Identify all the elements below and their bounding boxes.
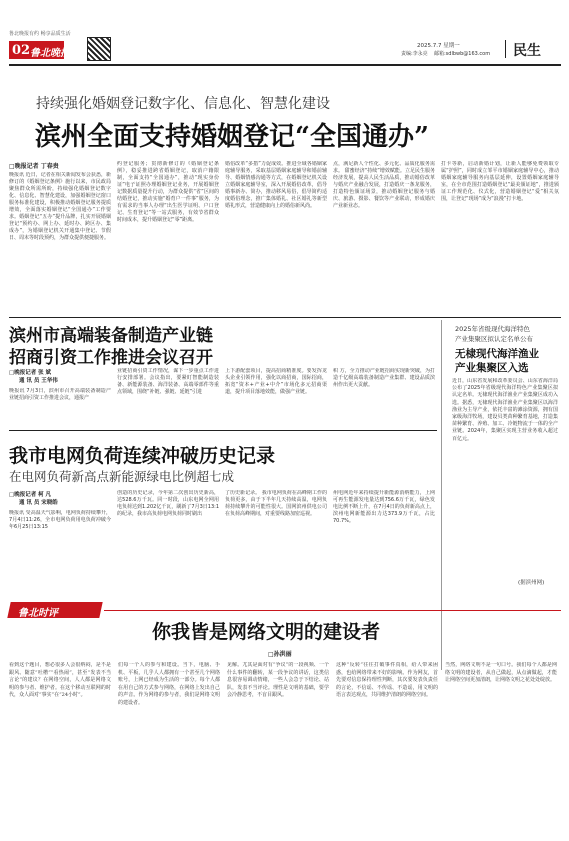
section-rule-3	[104, 610, 561, 611]
section-title: 民生	[513, 43, 541, 59]
masthead	[9, 37, 561, 63]
sidebar-divider	[441, 320, 442, 670]
article1-col5: 打卡等新，启动新婚计划，让新人能够免费领取专属“护照”，同时成立邹平市婚姻家庭辅导中心，推动婚姻家庭辅导服务向基层延伸，设置婚姻家庭辅导室，在全市范围打造婚姻登记“最美颁证地”，推进颁证工作规范化、仪式化，营造婚姻登记“爱”相关氛围，让登记“现场”成为“浪漫”打卡地。	[441, 161, 559, 202]
article2-byline-2: 通 讯 员 王华伟	[19, 378, 58, 384]
article4-byline: □孙洪丽	[268, 651, 292, 658]
article2-byline-1: □晚报记者 张 斌	[9, 370, 52, 376]
page-number: 02	[12, 43, 31, 58]
article1-kicker: 持续强化婚姻登记数字化、信息化、智慧化建设	[36, 96, 330, 112]
article2-headline-line1: 滨州市高端装备制造产业链	[9, 326, 213, 346]
masthead-email: 邮箱:sdlbwb@163.com	[434, 51, 491, 57]
article3-byline-2: 通 讯 员 宋晓皓	[19, 500, 58, 506]
section-rule-2	[9, 430, 437, 431]
article3-subhead: 在电网负荷新高点新能源绿电比例超七成	[9, 469, 235, 484]
sidebar-body: 近日，山东省发展和改革委员会、山东省海洋局公布了2025年省级现代海洋特色产业集聚区拟认定名单。无棣现代海洋渔业产业集聚区成功入选。据悉，无棣现代海洋渔业产业集聚区以海洋渔业为主导产业，依托丰富的滩涂资源，拥有国家级海洋牧场，建设贝类苗种繁育基地，打造集苗种繁育、养殖、加工、冷链物流于一体的全产业链。2024年，集聚区实现主营业务收入超过百亿元。	[452, 378, 558, 442]
article1-byline: □晚报记者 丁春贵	[9, 163, 59, 170]
article1-col3: 婚俗改革“多措”力促成效。推进全域各婚姻家庭辅导服务，采取基层婚姻家庭辅导和婚前辅导、婚姻情感沟通等方式，在婚姻登记机关设立婚姻家庭辅导室，深入开展婚俗改革，倡导婚事新办、简办，推动移风易俗，倡导简约适度婚俗理念，推广集体婚礼、社区婚礼等新型婚礼形式，营造健康向上的婚俗新风尚。	[225, 161, 327, 209]
top-bar-note: 鲁北晚报有约 畅享品质生活	[9, 31, 71, 37]
sidebar-footer: (据滨州网)	[518, 580, 545, 586]
article3-col2: 创造的历史记录，今年第二次创出历史新高，达528.6万千瓦。同一时段，山东电网全网用电负荷达到1.202亿千瓦，刷新了7月3日13:1的纪录，我市高负荷电网负荷同时刷出	[117, 490, 219, 517]
article4-col1: 看到这个题目，想必很多人会很纳闷，是不是跟风、随意“吐槽”“看热闹”，甚至“发表不当言论”的建议？在网络空间，人人都是网络文明的参与者、维护者。在这个移动互联网的时代，众人面对“事实”在“24小时”。	[9, 662, 111, 699]
article3-headline: 我市电网负荷连续冲破历史记录	[9, 445, 276, 467]
masthead-editor: 责编:李永亮	[401, 51, 428, 57]
sidebar-headline-1: 无棣现代海洋渔业	[455, 348, 539, 360]
article2-col4: 积 方，全力推动产业链招商实现新突破，为打造千亿级高端装备制造产业集群、建设品质滨州作出更大贡献。	[333, 368, 435, 388]
article2-col2: 业链招商引资工作情况，谋下一步重点工作进行安排部署。会议指出，要紧盯智能制造装备、新能源装备、海洋装备、高端零部件等重点领域，围绕“补链、强链、延链”引进	[117, 368, 219, 395]
paper-name: 鲁北晚报	[30, 48, 70, 59]
article2-col3: 上下游配套项目，提高招商精准度。要发挥龙头企业引领作用，强化以商招商，国际招商，拓宽“资本+产业+中介”市场化多元招商渠道，提升项目落地效能，做强产业链。	[225, 368, 327, 395]
article3-col4: 州电网近年来持续提升新能源消纳能力，上网可再生能源发电量达到756.6万千瓦，绿色发电比例不断上升，在7月4日的负荷新高点上，滨州电网新能源出力达373.9万千瓦，占比70.7%。	[333, 490, 435, 524]
article1-headline: 滨州全面支持婚姻登记“全国通办”	[35, 122, 429, 152]
column-label: 鲁北时评	[18, 608, 58, 619]
article3-col1: 晚报讯 受高温天气影响，电网负荷持续攀升，7月4日11:26，全市电网负荷用电负荷冲破今年6月25日13:15	[9, 510, 111, 530]
qr-code-icon	[87, 37, 111, 61]
article1-col1: 晚报讯 近日，记者在相关新闻发布会获悉，新修订的《婚姻登记条例》施行以来，市民政局聚焦群众所需所盼，持续强化婚姻登记数字化、信息化、智慧化建设，加强婚姻登记窗口服务标准化建设，积极推动婚姻登记服务提质增效，全面落实婚姻登记“全国通办”工作要求。婚姻登记“五办”提升品牌，扎实开展婚姻登记“预约办、网上办、延时办、跨区办、集成办”，为婚姻登记机关开通集中登记、节假日、周末等时段预约，为群众提供便捷服务。	[9, 172, 111, 241]
article4-headline: 你我皆是网络文明的建设者	[152, 621, 381, 643]
article1-col2: 约登记服务；贯彻新修订的《婚姻登记条例》，稳妥推进跨省婚姻登记，取消户籍限制，全面支持“全国通办”，推动“现实身份证”电子证照办理婚姻登记业务，开展婚姻登记数据质量提升行动，为群众提供“省”区间的结婚登记，推动实施“婚育户一件事”服务，为有需求的当事人办理“出生医学证明、户口登记、生育登记”等一站式服务，有效节省群众时间成本，提升婚姻登记“零”距离。	[117, 161, 219, 223]
masthead-rule	[9, 64, 561, 66]
sidebar-kicker-2: 产业集聚区拟认定名单公布	[455, 335, 533, 343]
article2-col1: 晚报讯 7月3日，滨州市召开高端装备制造产业链招商引资工作推进会议，通报产	[9, 388, 111, 401]
article4-col2: 们每一个人的参与和建设。当下，电脑、手机、平板，几乎人人都拥有一个甚至几个网络账号，上网已经成为生活的一部分。每个人都在用自己的方式参与网络，在网络上发出自己的声音。作为网络的参与者，我们是网络文明的建设者。	[118, 662, 220, 706]
article1-col4: 点，满足新人个性化、多元化、品质化服务需求。 甜蜜经济“持续”增效赋能。立足民生服务经济发展，提高人民生活品质，推动婚俗改革与婚庆产业融合发展，打造婚庆一条龙服务，打造特色颁证场景，推动婚姻登记服务与婚庆、旅游、摄影、餐饮等产业联动，形成婚庆产业新业态。	[333, 161, 435, 209]
article3-col3: 了历史新记录。 我市电网负荷在高峰期工作的负荷更多，由于下半年几天持续高温，电网负荷持续攀升的可能性很大。国网滨州供电公司在负荷高峰期间，对重要线路加密巡视。	[225, 490, 327, 517]
masthead-date: 2025.7.7 星期一	[417, 43, 460, 49]
article2-headline-line2: 招商引资工作推进会议召开	[9, 348, 213, 368]
section-rule-1	[9, 317, 561, 318]
sidebar-kicker-1: 2025年省级现代海洋特色	[455, 325, 531, 333]
section-divider	[505, 40, 506, 58]
article4-col3: 见解。尤其是面对有“争议”的一段视频、一个什么事件的翻转，某一段争议的讲话，这类信息很容易调动情绪，一些人会急于下结论、站队，发表不当评论。理性是文明的基础，要学会冷静思考，不盲目跟风。	[227, 662, 329, 699]
sidebar-headline-2: 产业集聚区入选	[455, 362, 529, 374]
article4-col4: 这种“反转”往往打破事件真相，给人带来困惑，也给网络带来不好的影响。作为网友，首先要对信息保持理性判断，其次要发表负责任的言论，不信谣、不传谣、不造谣，用文明的语言表达观点，共同维护清朗的网络空间。	[336, 662, 438, 699]
article3-byline-1: □晚报记者 柯 凡	[9, 492, 52, 498]
article4-col5: 当然，网络文明不是一句口号。我们每个人都是网络文明的建设者，从自己做起，从点滴做起，才能让网络空间更加清朗，让网络文明之花处处绽放。	[445, 662, 557, 684]
